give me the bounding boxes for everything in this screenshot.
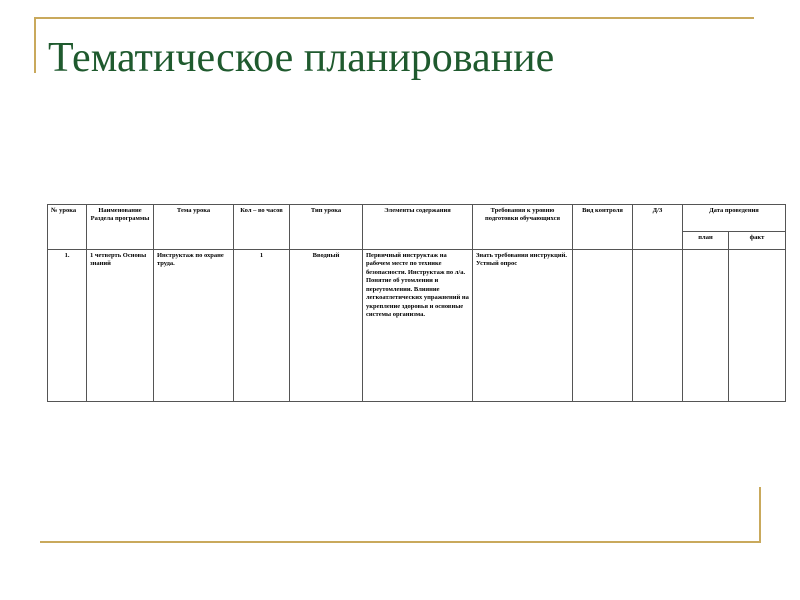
cell-topic: Инструктаж по охране труда. xyxy=(154,250,234,402)
cell-lesson-type: Вводный xyxy=(290,250,363,402)
cell-hours: 1 xyxy=(234,250,290,402)
table-header-row xyxy=(48,205,786,232)
cell-lesson-number: 1. xyxy=(48,250,87,402)
header-content-elements: Элементы содержания xyxy=(363,205,473,250)
header-hours: Кол – во часов xyxy=(234,205,290,250)
header-date-fact: факт xyxy=(729,232,786,250)
header-requirements: Требования к уровню подготовки обучающихся xyxy=(473,205,573,250)
planning-table xyxy=(47,204,786,402)
header-date: Дата проведения xyxy=(683,205,786,232)
decor-line-left xyxy=(34,17,36,73)
cell-homework xyxy=(633,250,683,402)
slide-title: Тематическое планирование xyxy=(48,35,555,81)
decor-line-bottom xyxy=(40,541,760,543)
table-row xyxy=(48,250,786,402)
header-topic: Тема урока xyxy=(154,205,234,250)
cell-date-plan xyxy=(683,250,729,402)
cell-content-elements: Первичный инструктаж на рабочем месте по технике безопасности. Инструктаж по л/а. Понятие об утомлении и переутомлении. Влияние легкоатлетических упражнений на укрепление здоровья и основные системы организма. xyxy=(363,250,473,402)
cell-control-type xyxy=(573,250,633,402)
header-date-plan: план xyxy=(683,232,729,250)
header-section: Наименование Раздела программы xyxy=(87,205,154,250)
decor-line-right xyxy=(759,487,761,543)
cell-section: 1 четверть Основы знаний xyxy=(87,250,154,402)
header-lesson-type: Тип урока xyxy=(290,205,363,250)
header-control-type: Вид контроля xyxy=(573,205,633,250)
header-homework: Д/З xyxy=(633,205,683,250)
cell-date-fact xyxy=(729,250,786,402)
header-lesson-number: № урока xyxy=(48,205,87,250)
decor-line-top xyxy=(34,17,754,19)
cell-requirements: Знать требования инструкций. Устный опрос xyxy=(473,250,573,402)
